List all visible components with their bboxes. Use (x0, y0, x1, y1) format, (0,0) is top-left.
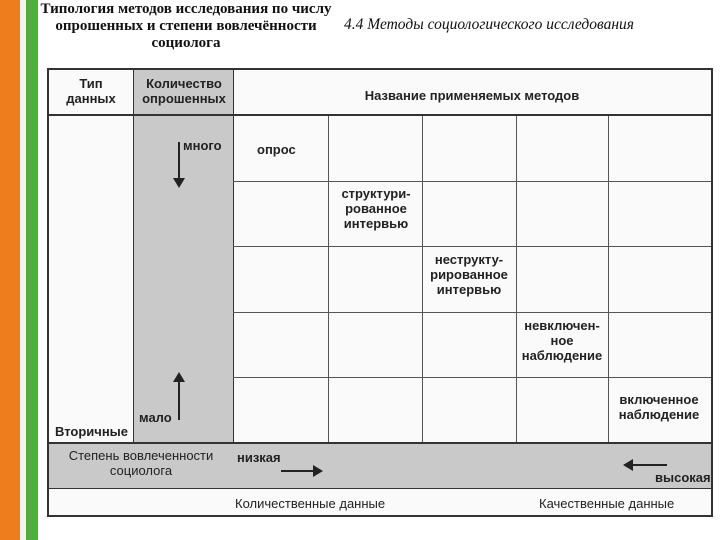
arrow-up-few (178, 380, 180, 420)
band-bottom-line (49, 488, 711, 489)
col-header-respondents: Количество опрошенных (142, 76, 226, 106)
row-line-2 (233, 246, 711, 247)
col-header-data-type: Тип данных (66, 76, 116, 106)
row-line-1 (233, 181, 711, 182)
method-non-participant-observation: невключен-ное наблюдение (521, 318, 603, 363)
side-stripe-orange (0, 0, 20, 540)
arrow-left-head-icon (623, 459, 633, 471)
arrow-up-head-icon (173, 372, 185, 382)
method-unstructured-interview: неструкту-рированное интервью (430, 252, 508, 297)
side-stripe-green (26, 0, 38, 540)
label-quantitative: Количественные данные (235, 496, 386, 511)
left-title-box (40, 0, 332, 62)
arrow-down-many (178, 142, 180, 182)
col-header-methods: Название применяемых методов (364, 88, 580, 103)
col-line-5 (516, 116, 517, 442)
col-line-1 (133, 70, 134, 442)
col-line-2 (233, 70, 234, 442)
method-participant-observation: включенное наблюдение (618, 392, 700, 422)
method-structured-interview: структури-рованное интервью (341, 186, 411, 231)
arrow-down-head-icon (173, 178, 185, 188)
arrow-right-low (281, 470, 315, 472)
respondents-column-shade (133, 70, 233, 442)
band-top-line (49, 442, 711, 444)
label-secondary: Вторичные (55, 424, 129, 439)
label-qualitative: Качественные данные (539, 496, 675, 511)
label-many: много (183, 138, 222, 153)
arrow-right-head-icon (313, 465, 323, 477)
label-high: высокая (655, 470, 711, 485)
label-involvement: Степень вовлеченности социолога (68, 448, 214, 478)
row-line-3 (233, 312, 711, 313)
arrow-left-high (633, 464, 667, 466)
methods-table (47, 68, 713, 517)
row-line-4 (233, 377, 711, 378)
label-few: мало (139, 410, 172, 425)
header-divider (49, 114, 711, 116)
slide-title: 4.4 Методы социологического исследования (344, 16, 634, 33)
left-title: Типология методов исследования по числу опрошенных и степени вовлечённости социолога (40, 1, 332, 51)
method-survey: опрос (257, 142, 296, 157)
col-line-3 (328, 116, 329, 442)
label-low: низкая (237, 450, 281, 465)
